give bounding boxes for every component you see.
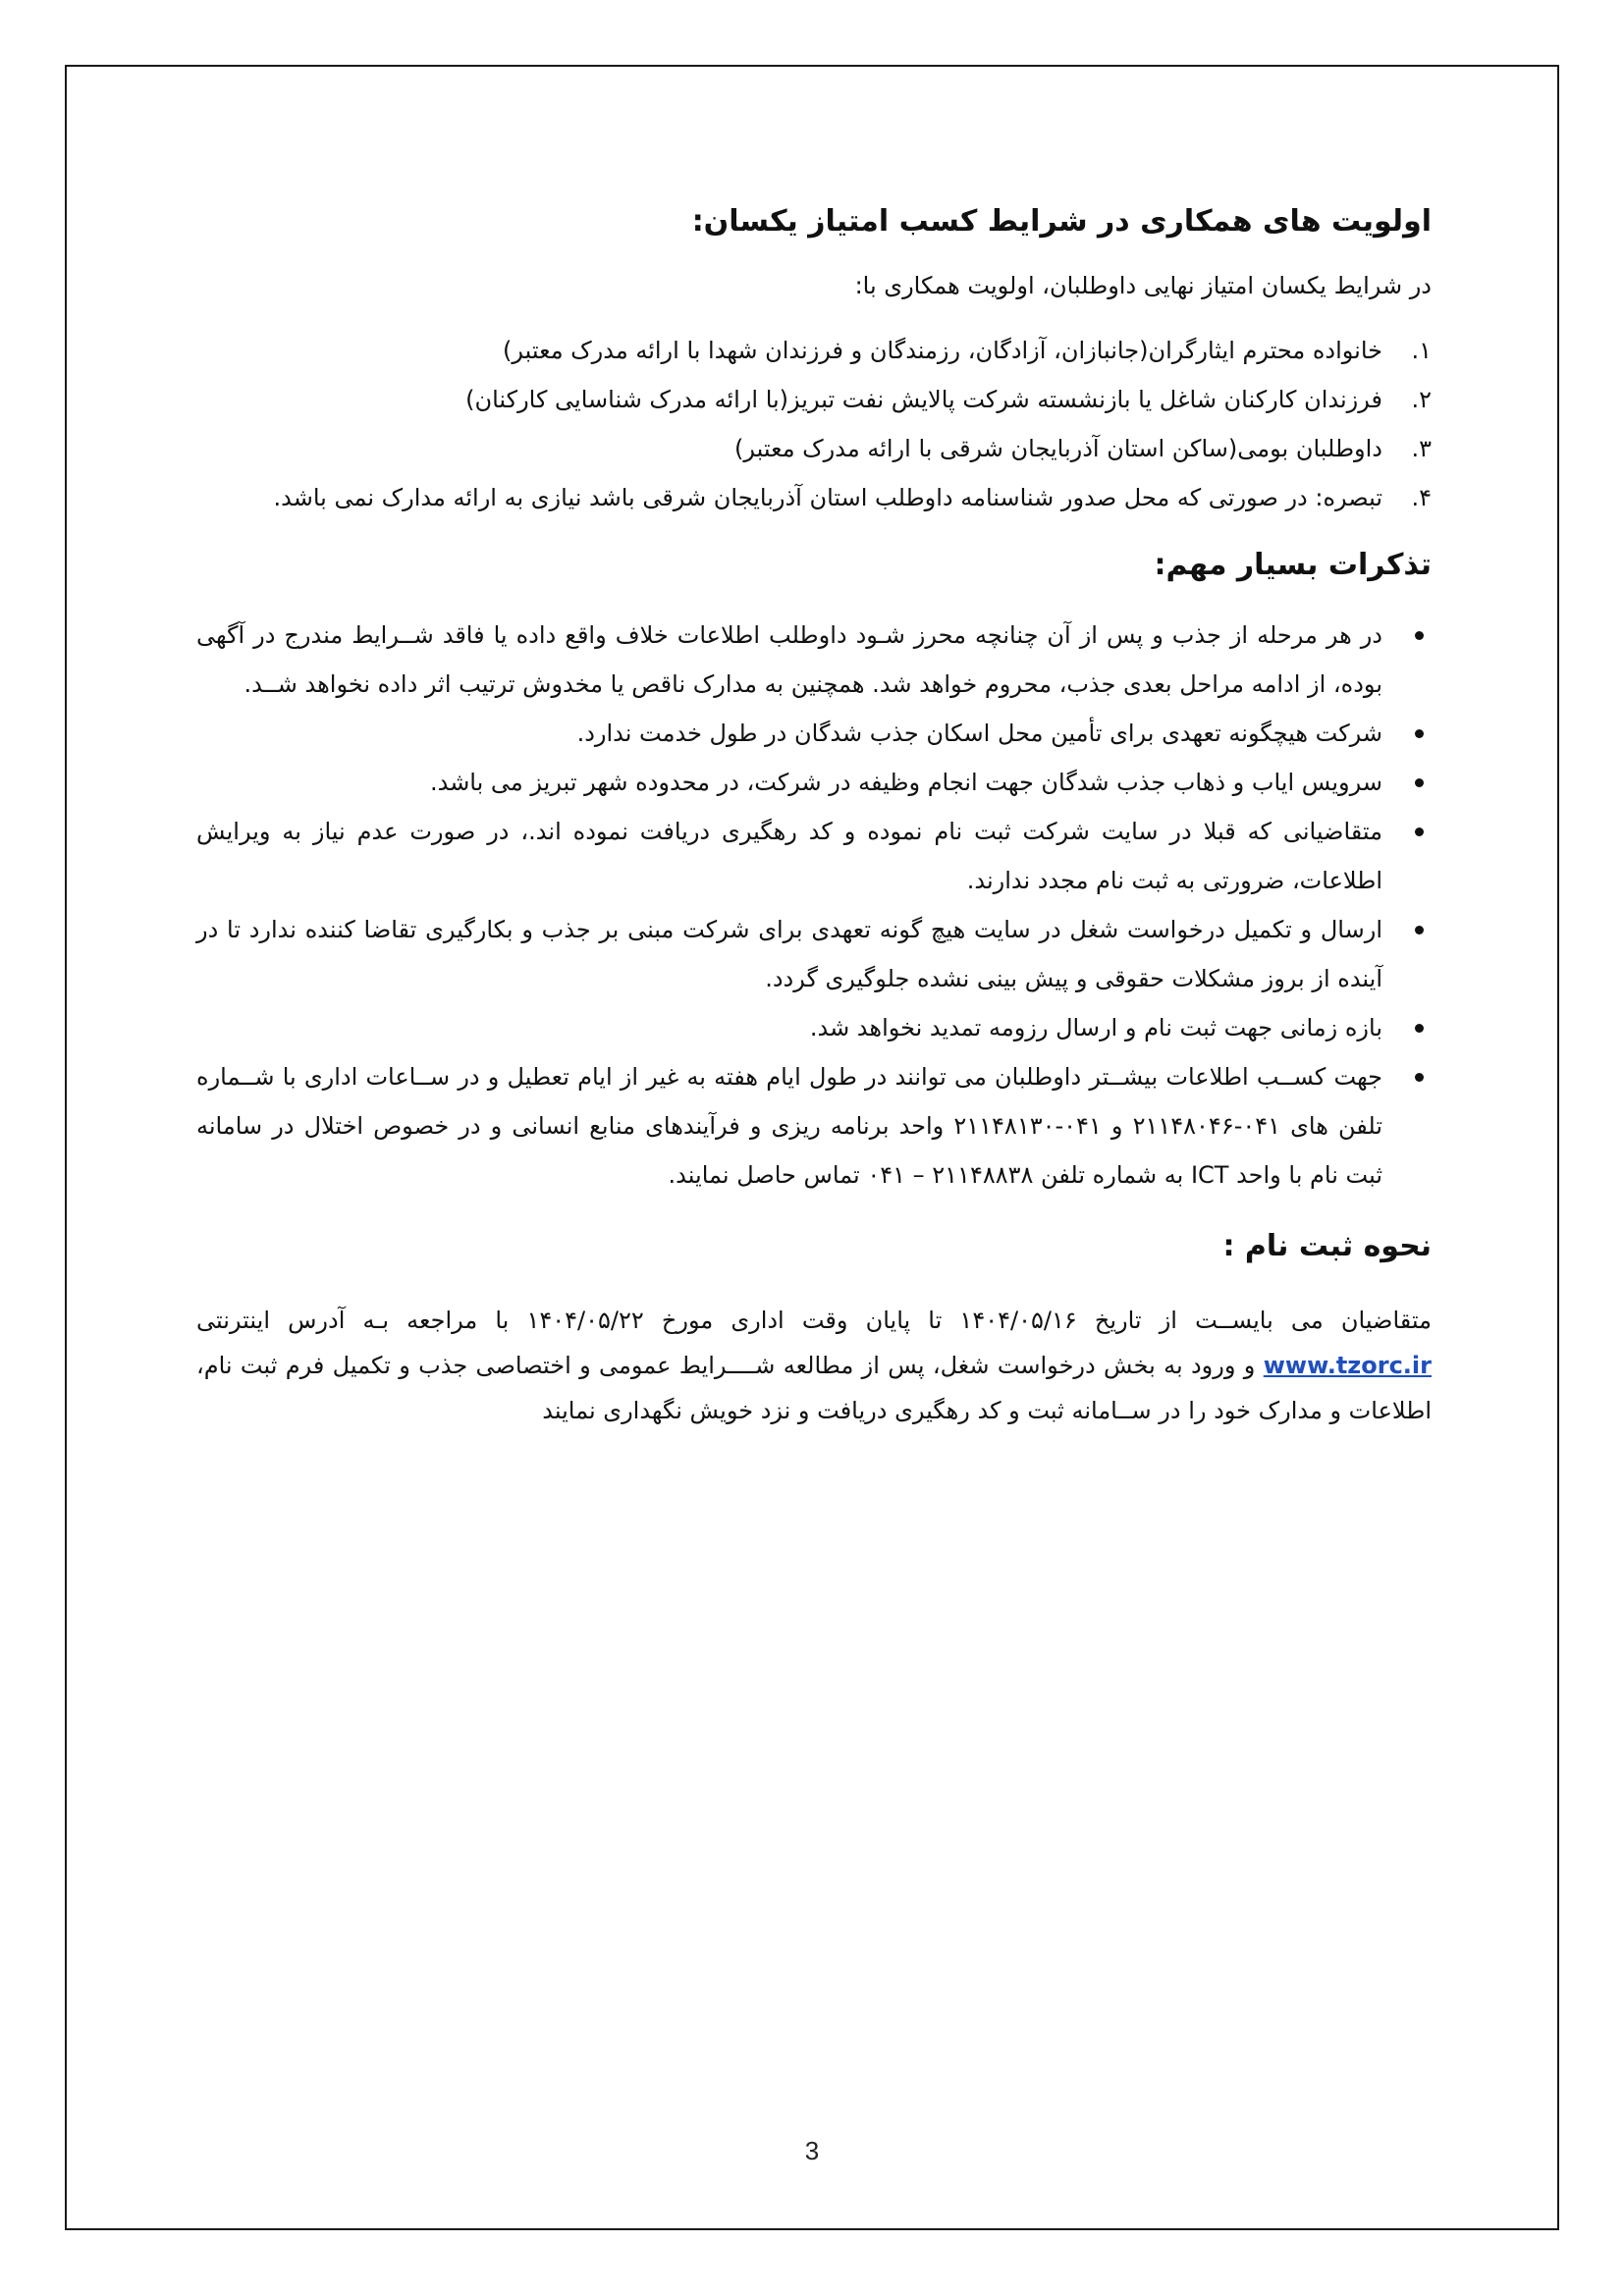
registration-paragraph (196, 1298, 1432, 1433)
item-text: تبصره: در صورتی که محل صدور شناسنامه داوطلب استان آذربایجان شرقی باشد نیازی به ارائه مدارک نمی باشد. (273, 484, 1382, 511)
priority-item (196, 473, 1432, 522)
priority-intro: در شرایط یکسان امتیاز نهایی داوطلبان، اولویت همکاری با: (854, 272, 1432, 299)
item-text: داوطلبان بومی(ساکن استان آذربایجان شرقی با ارائه مدرک معتبر) (734, 435, 1382, 462)
notes-list (196, 611, 1432, 1200)
priority-list (196, 326, 1432, 522)
note-item: بازه زمانی جهت ثبت نام و ارسال رزومه تمدید نخواهد شد. (196, 1003, 1382, 1052)
note-item: در هر مرحله از جذب و پس از آن چنانچه محرز شـود داوطلب اطلاعات خلاف واقع داده یا فاقد شــرایط مندرج در آگهی بوده، از ادامه مراحل بعدی جذب، محروم خواهد شد. همچنین به مدارک ناقص یا مخدوش ترتیب اثر داده نخواهد شــد. (196, 611, 1382, 709)
page-number: 3 (804, 2136, 820, 2165)
item-number: ۱. (1411, 337, 1432, 364)
item-text: فرزندان کارکنان شاغل یا بازنشسته شرکت پالایش نفت تبریز(با ارائه مدرک شناسایی کارکنان) (465, 386, 1382, 413)
item-number: ۴. (1411, 484, 1432, 511)
document-content (196, 192, 1432, 1433)
item-number: ۳. (1411, 435, 1432, 462)
registration-text-end: و ورود به بخش درخواست شغل، پس از مطالعه شــــرایط عمومی و اختصاصی جذب و تکمیل فرم ثبت نام، اطلاعات و مدارک خود را در ســامانه ثبت و کد رهگیری دریافت و نزد خویش نگهداری نمایند (196, 1352, 1432, 1424)
website-link[interactable]: www.tzorc.ir (1263, 1352, 1432, 1379)
registration-heading: نحوه ثبت نام : (1222, 1229, 1432, 1263)
notes-heading: تذکرات بسیار مهم: (1154, 548, 1432, 582)
priority-item (196, 375, 1432, 424)
note-item: جهت کســب اطلاعات بیشــتر داوطلبان می توانند در طول ایام هفته به غیر از ایام تعطیل و در ســاعات اداری با شــماره تلفن های ۰۴۱-۲۱۱۴۸۰۴۶ و ۰۴۱-۲۱۱۴۸۱۳۰ واحد برنامه ریزی و فرآیندهای منابع انسانی و در خصوص اختلال در سامانه ثبت نام با واحد ICT به شماره تلفن ۲۱۱۴۸۸۳۸ – ۰۴۱ تماس حاصل نمایند. (196, 1052, 1382, 1200)
item-text: خانواده محترم ایثارگران(جانبازان، آزادگان، رزمندگان و فرزندان شهدا با ارائه مدرک معتبر) (503, 337, 1382, 364)
priority-heading: اولویت های همکاری در شرایط کسب امتیاز یکسان: (691, 204, 1432, 239)
item-number: ۲. (1411, 386, 1432, 413)
note-item: ارسال و تکمیل درخواست شغل در سایت هیچ گونه تعهدی برای شرکت مبنی بر جذب و بکارگیری تقاضا کننده ندارد تا در آینده از بروز مشکلات حقوقی و پیش بینی نشده جلوگیری گردد. (196, 905, 1382, 1003)
note-item: شرکت هیچگونه تعهدی برای تأمین محل اسکان جذب شدگان در طول خدمت ندارد. (196, 709, 1382, 758)
registration-text-start: متقاضیان می بایســت از تاریخ ۱۴۰۴/۰۵/۱۶ تا پایان وقت اداری مورخ ۱۴۰۴/۰۵/۲۲ با مراجعه بـه آدرس اینترنتی (196, 1307, 1432, 1334)
note-item: سرویس ایاب و ذهاب جذب شدگان جهت انجام وظیفه در شرکت، در محدوده شهر تبریز می باشد. (196, 758, 1382, 807)
note-item: متقاضیانی که قبلا در سایت شرکت ثبت نام نموده و کد رهگیری دریافت نموده اند.، در صورت عدم نیاز به ویرایش اطلاعات، ضرورتی به ثبت نام مجدد ندارند. (196, 807, 1382, 905)
priority-item (196, 424, 1432, 473)
priority-item (196, 326, 1432, 375)
